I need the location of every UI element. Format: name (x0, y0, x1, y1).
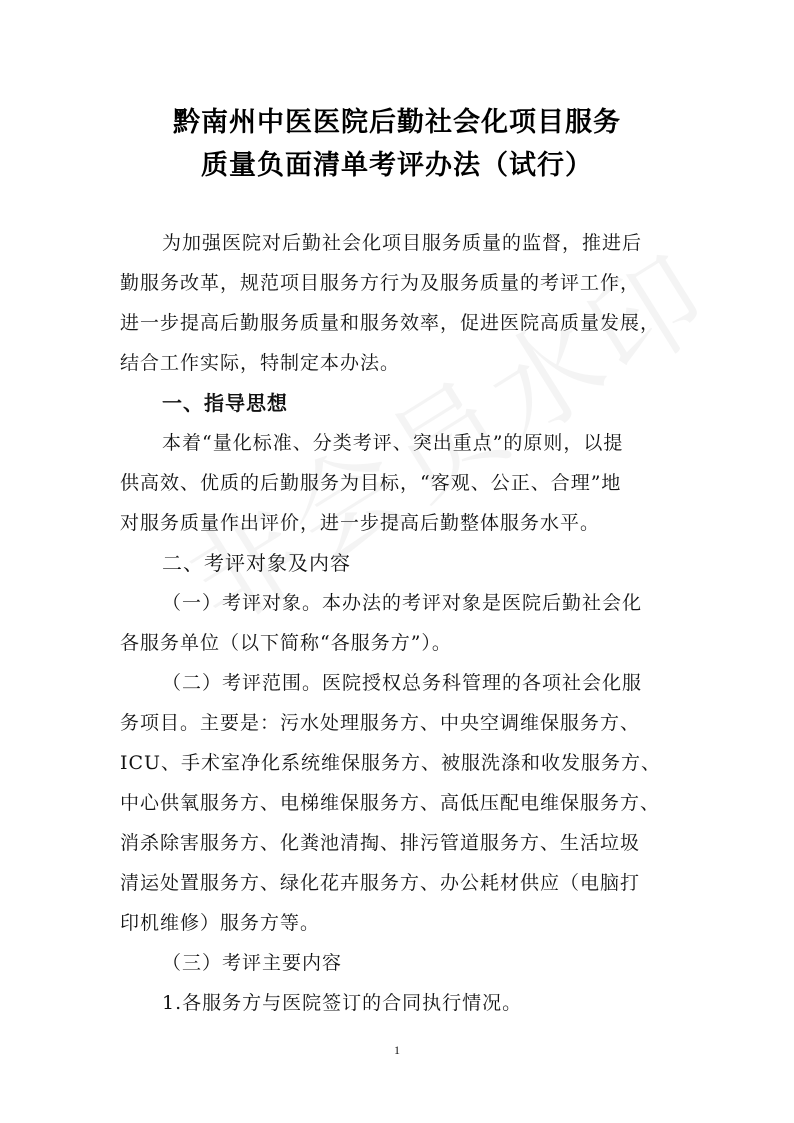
sub2-line: ICU、手术室净化系统维保服务方、被服洗涤和收发服务方、 (120, 752, 662, 774)
intro-line: 进一步提高后勤服务质量和服务效率，促进医院高质量发展， (120, 312, 661, 334)
intro-line: 为加强医院对后勤社会化项目服务质量的监督，推进后 (162, 232, 643, 254)
page-number: 1 (394, 1043, 400, 1057)
sub2-line: 印机维修）服务方等。 (120, 912, 321, 934)
sub2-line: 消杀除害服务方、化粪池清掏、排污管道服务方、生活垃圾 (120, 832, 641, 854)
document-title-line-1: 黔南州中医医院后勤社会化项目服务 (173, 107, 621, 138)
sub2-line: 清运处置服务方、绿化花卉服务方、办公耗材供应（电脑打 (120, 872, 641, 894)
sub2-line: 务项目。主要是：污水处理服务方、中央空调维保服务方、 (120, 712, 641, 734)
sub2-line: （二）考评范围。医院授权总务科管理的各项社会化服 (162, 672, 643, 694)
intro-line: 勤服务改革，规范项目服务方行为及服务质量的考评工作， (120, 272, 641, 294)
sub3-heading: （三）考评主要内容 (162, 952, 343, 974)
sub2-line: 中心供氧服务方、电梯维保服务方、高低压配电维保服务方、 (120, 792, 661, 814)
section-heading-evaluation-objects: 二、考评对象及内容 (162, 551, 351, 575)
section-heading-guiding-ideology: 一、指导思想 (162, 391, 288, 415)
section1-line: 本着“量化标准、分类考评、突出重点”的原则，以提 (162, 432, 624, 454)
intro-line: 结合工作实际，特制定本办法。 (120, 352, 401, 374)
sub1-line: 各服务单位（以下简称“各服务方”）。 (120, 632, 452, 654)
document-title-line-2: 质量负面清单考评办法（试行） (201, 150, 593, 181)
item-1: 1.各服务方与医院签订的合同执行情况。 (162, 992, 523, 1014)
section1-line: 供高效、优质的后勤服务为目标，“客观、公正、合理”地 (120, 472, 622, 494)
sub1-line: （一）考评对象。本办法的考评对象是医院后勤社会化 (162, 592, 643, 614)
section1-line: 对服务质量作出评价，进一步提高后勤整体服务水平。 (120, 512, 601, 534)
